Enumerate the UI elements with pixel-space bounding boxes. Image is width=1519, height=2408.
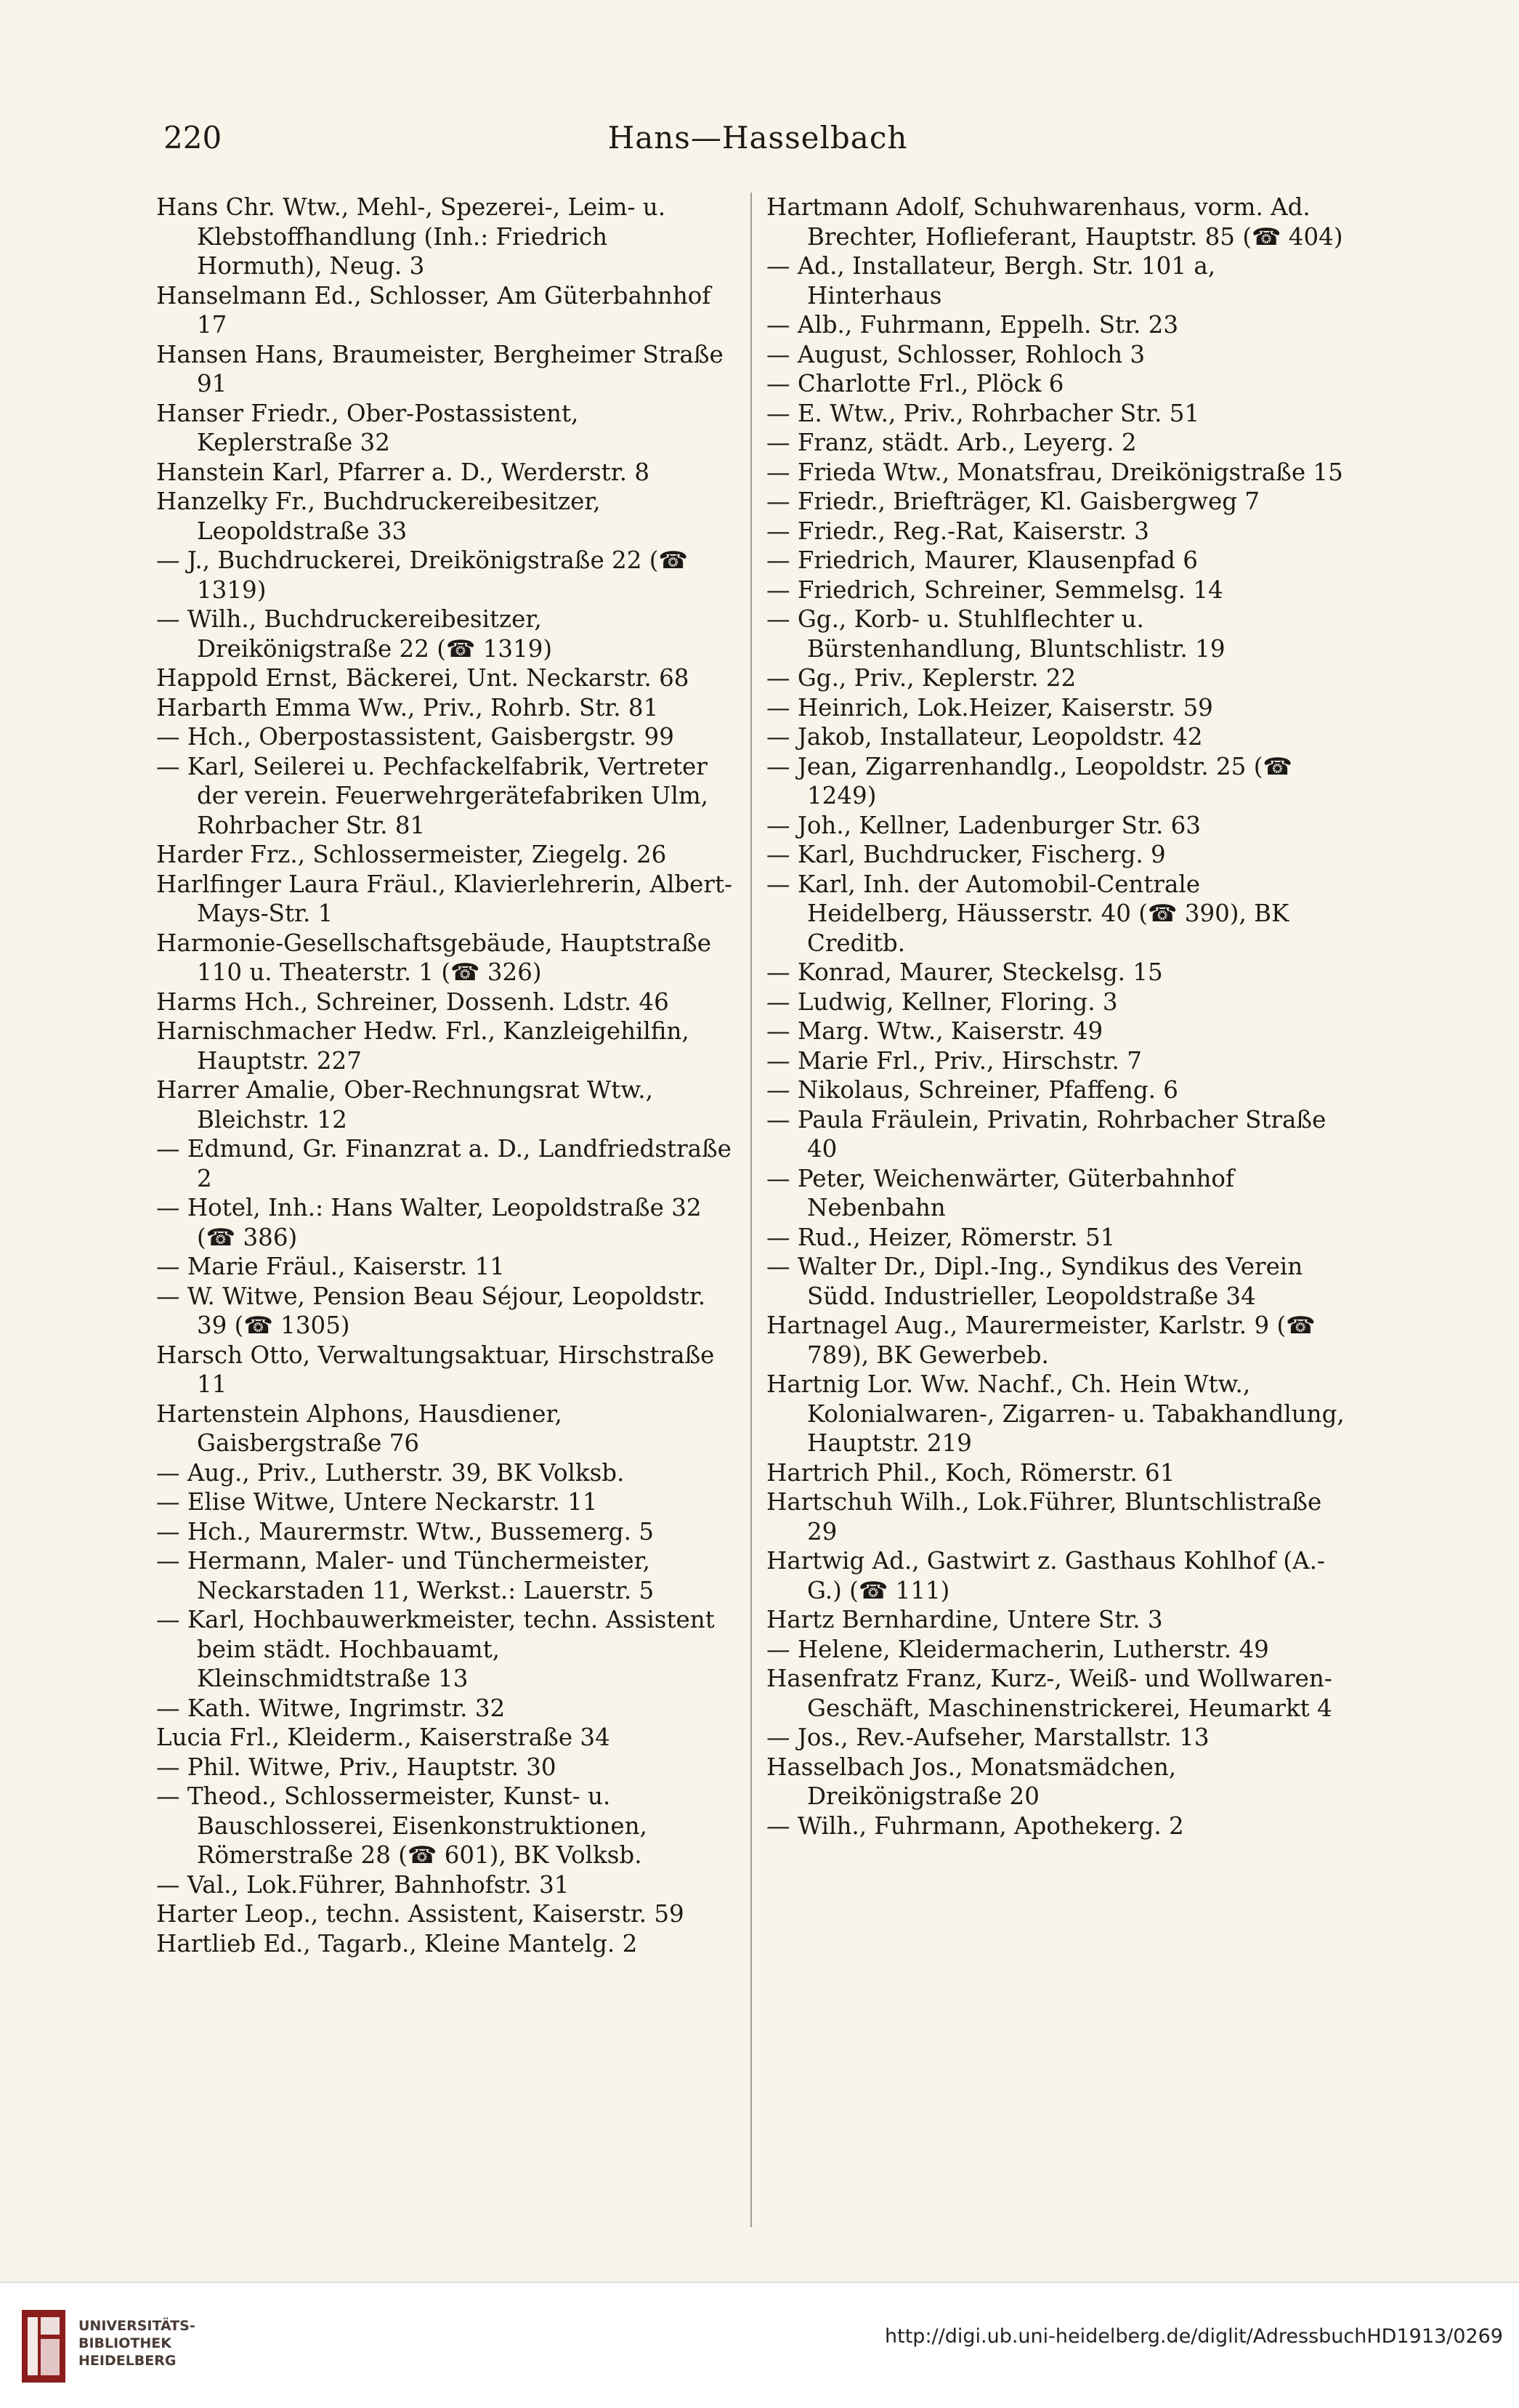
directory-entry: Hanselmann Ed., Schlosser, Am Güterbahnhof 17 bbox=[156, 281, 711, 339]
directory-entry: — W. Witwe, Pension Beau Séjour, Leopoldstr. 39 (☎ 1305) bbox=[156, 1282, 706, 1339]
directory-entry: Harder Frz., Schlossermeister, Ziegelg. 26 bbox=[156, 841, 667, 868]
directory-entry: — Alb., Fuhrmann, Eppelh. Str. 23 bbox=[766, 311, 1179, 339]
directory-entry: — Friedrich, Schreiner, Semmelsg. 14 bbox=[766, 575, 1223, 604]
directory-entry: — Friedrich, Maurer, Klausenpfad 6 bbox=[766, 546, 1198, 574]
directory-entry: — Peter, Weichenwärter, Güterbahnhof Nebenbahn bbox=[766, 1164, 1235, 1221]
directory-entry: Hartschuh Wilh., Lok.Führer, Bluntschlistraße 29 bbox=[766, 1488, 1322, 1546]
directory-entry: Hanser Friedr., Ober-Postassistent, Keplerstraße 32 bbox=[156, 399, 579, 456]
page-header bbox=[163, 120, 1352, 163]
directory-entry: — Gg., Priv., Keplerstr. 22 bbox=[766, 664, 1077, 692]
directory-entry: — Aug., Priv., Lutherstr. 39, BK Volksb. bbox=[156, 1458, 625, 1487]
directory-entry: — Theod., Schlossermeister, Kunst- u. Bauschlosserei, Eisenkonstruktionen, Römerstraße 28 (☎ 601), BK Volksb. bbox=[156, 1782, 647, 1869]
directory-entry: — Jos., Rev.-Aufseher, Marstallstr. 13 bbox=[766, 1724, 1210, 1751]
directory-entry: — Joh., Kellner, Ladenburger Str. 63 bbox=[766, 811, 1201, 839]
running-head: Hans—Hasselbach bbox=[607, 120, 908, 155]
directory-entry: — Ludwig, Kellner, Floring. 3 bbox=[766, 987, 1118, 1016]
directory-entry: — Marie Frl., Priv., Hirschstr. 7 bbox=[766, 1046, 1142, 1075]
directory-entry: Hartnig Lor. Ww. Nachf., Ch. Hein Wtw., Kolonialwaren-, Zigarren- u. Tabakhandlung, Hauptstr. 219 bbox=[766, 1370, 1345, 1457]
directory-entry: Hartmann Adolf, Schuhwarenhaus, vorm. Ad. Brechter, Hoflieferant, Hauptstr. 85 (☎ 404) bbox=[766, 193, 1343, 251]
directory-entry: — Marg. Wtw., Kaiserstr. 49 bbox=[766, 1017, 1103, 1045]
directory-entry: — Karl, Hochbauwerkmeister, techn. Assistent beim städt. Hochbauamt, Kleinschmidtstraße 13 bbox=[156, 1606, 715, 1692]
directory-entry: — Paula Fräulein, Privatin, Rohrbacher Straße 40 bbox=[766, 1105, 1326, 1163]
directory-entry: — Wilh., Fuhrmann, Apothekerg. 2 bbox=[766, 1811, 1184, 1840]
directory-entry: Hasenfratz Franz, Kurz-, Weiß- und Wollwaren-Geschäft, Maschinenstrickerei, Heumarkt 4 bbox=[766, 1665, 1332, 1722]
directory-entry: Hartnagel Aug., Maurermeister, Karlstr. 9 (☎ 789), BK Gewerbeb. bbox=[766, 1312, 1316, 1369]
directory-entry: — Jakob, Installateur, Leopoldstr. 42 bbox=[766, 723, 1203, 751]
directory-entry: — Karl, Seilerei u. Pechfackelfabrik, Vertreter der verein. Feuerwehrgerätefabriken Ulm, Rohrbacher Str. 81 bbox=[156, 752, 708, 839]
directory-entry: Happold Ernst, Bäckerei, Unt. Neckarstr. 68 bbox=[156, 664, 689, 692]
directory-entry: — Walter Dr., Dipl.-Ing., Syndikus des Verein Südd. Industrieller, Leopoldstraße 34 bbox=[766, 1253, 1303, 1310]
directory-entry: Hartenstein Alphons, Hausdiener, Gaisbergstraße 76 bbox=[156, 1399, 562, 1457]
page-number: 220 bbox=[163, 120, 222, 155]
directory-entry: Hartwig Ad., Gastwirt z. Gasthaus Kohlhof (A.-G.) (☎ 111) bbox=[766, 1547, 1325, 1604]
directory-entry: — Kath. Witwe, Ingrimstr. 32 bbox=[156, 1694, 506, 1722]
directory-entry: — Franz, städt. Arb., Leyerg. 2 bbox=[766, 429, 1137, 456]
directory-entry: — Karl, Inh. der Automobil-Centrale Heidelberg, Häusserstr. 40 (☎ 390), BK Creditb. bbox=[766, 870, 1289, 957]
left-column bbox=[156, 193, 737, 1958]
directory-entry: — Edmund, Gr. Finanzrat a. D., Landfriedstraße 2 bbox=[156, 1135, 732, 1192]
directory-entry: Hanstein Karl, Pfarrer a. D., Werderstr. 8 bbox=[156, 458, 650, 486]
directory-entry: — Rud., Heizer, Römerstr. 51 bbox=[766, 1223, 1116, 1251]
directory-entry: Harsch Otto, Verwaltungsaktuar, Hirschstraße 11 bbox=[156, 1341, 715, 1398]
directory-entry: — Konrad, Maurer, Steckelsg. 15 bbox=[766, 958, 1163, 986]
footer-bar bbox=[0, 2282, 1519, 2408]
column-divider bbox=[750, 193, 752, 2227]
directory-entry: Hartz Bernhardine, Untere Str. 3 bbox=[766, 1606, 1163, 1633]
directory-entry: Hansen Hans, Braumeister, Bergheimer Straße 91 bbox=[156, 340, 724, 397]
library-name-line2: BIBLIOTHEK bbox=[78, 2335, 171, 2351]
directory-entry: — E. Wtw., Priv., Rohrbacher Str. 51 bbox=[766, 399, 1200, 427]
directory-entry: Hasselbach Jos., Monatsmädchen, Dreikönigstraße 20 bbox=[766, 1753, 1177, 1810]
directory-entry: Harnischmacher Hedw. Frl., Kanzleigehilfin, Hauptstr. 227 bbox=[156, 1017, 689, 1075]
directory-entry: — Frieda Wtw., Monatsfrau, Dreikönigstraße 15 bbox=[766, 458, 1343, 486]
right-column bbox=[766, 193, 1348, 1841]
directory-entry: — Hermann, Maler- und Tünchermeister, Neckarstaden 11, Werkst.: Lauerstr. 5 bbox=[156, 1547, 655, 1604]
directory-entry: Hartrich Phil., Koch, Römerstr. 61 bbox=[766, 1458, 1175, 1487]
source-url-link[interactable]: http://digi.ub.uni-heidelberg.de/diglit/AdressbuchHD1913/0269 bbox=[885, 2325, 1503, 2348]
directory-entry: — Marie Fräul., Kaiserstr. 11 bbox=[156, 1253, 505, 1280]
directory-entry: Harbarth Emma Ww., Priv., Rohrb. Str. 81 bbox=[156, 693, 659, 722]
library-name-line1: UNIVERSITÄTS- bbox=[78, 2318, 195, 2334]
directory-entry: Harmonie-Gesellschaftsgebäude, Hauptstraße 110 u. Theaterstr. 1 (☎ 326) bbox=[156, 929, 711, 986]
directory-entry: — Charlotte Frl., Plöck 6 bbox=[766, 370, 1064, 397]
library-logo-icon bbox=[22, 2310, 65, 2383]
directory-entry: Hartlieb Ed., Tagarb., Kleine Mantelg. 2 bbox=[156, 1929, 638, 1957]
directory-entry: — Wilh., Buchdruckereibesitzer, Dreikönigstraße 22 (☎ 1319) bbox=[156, 605, 553, 663]
library-logo bbox=[22, 2301, 298, 2392]
directory-entry: Hans Chr. Wtw., Mehl-, Spezerei-, Leim- u. Klebstoffhandlung (Inh.: Friedrich Hormuth), Neug. 3 bbox=[156, 193, 666, 280]
directory-entry: — J., Buchdruckerei, Dreikönigstraße 22 (☎ 1319) bbox=[156, 546, 688, 604]
directory-entry: — Phil. Witwe, Priv., Hauptstr. 30 bbox=[156, 1753, 556, 1781]
directory-entry: — Hch., Oberpostassistent, Gaisbergstr. 99 bbox=[156, 723, 674, 751]
directory-entry: Harlfinger Laura Fräul., Klavierlehrerin, Albert-Mays-Str. 1 bbox=[156, 870, 732, 927]
directory-entry: — Friedr., Briefträger, Kl. Gaisbergweg 7 bbox=[766, 488, 1260, 515]
directory-entry: — Gg., Korb- u. Stuhlflechter u. Bürstenhandlung, Bluntschlistr. 19 bbox=[766, 605, 1226, 663]
directory-entry: — Karl, Buchdrucker, Fischerg. 9 bbox=[766, 841, 1166, 868]
directory-entry: — Hch., Maurermstr. Wtw., Bussemerg. 5 bbox=[156, 1517, 654, 1546]
directory-entry: — Val., Lok.Führer, Bahnhofstr. 31 bbox=[156, 1870, 570, 1899]
directory-entry: — Heinrich, Lok.Heizer, Kaiserstr. 59 bbox=[766, 693, 1213, 722]
directory-entry: — August, Schlosser, Rohloch 3 bbox=[766, 340, 1146, 368]
directory-entry: — Hotel, Inh.: Hans Walter, Leopoldstraße 32 (☎ 386) bbox=[156, 1194, 702, 1251]
directory-entry: — Helene, Kleidermacherin, Lutherstr. 49 bbox=[766, 1635, 1269, 1663]
directory-entry: — Ad., Installateur, Bergh. Str. 101 a, Hinterhaus bbox=[766, 252, 1216, 310]
directory-entry: — Jean, Zigarrenhandlg., Leopoldstr. 25 (☎ 1249) bbox=[766, 752, 1292, 809]
library-name-line3: HEIDELBERG bbox=[78, 2353, 177, 2369]
directory-entry: Hanzelky Fr., Buchdruckereibesitzer, Leopoldstraße 33 bbox=[156, 488, 601, 545]
directory-entry: — Nikolaus, Schreiner, Pfaffeng. 6 bbox=[766, 1076, 1178, 1104]
directory-entry: Harms Hch., Schreiner, Dossenh. Ldstr. 46 bbox=[156, 987, 669, 1016]
directory-entry: Lucia Frl., Kleiderm., Kaiserstraße 34 bbox=[156, 1724, 610, 1751]
directory-entry: — Elise Witwe, Untere Neckarstr. 11 bbox=[156, 1488, 598, 1516]
directory-entry: Harter Leop., techn. Assistent, Kaiserstr. 59 bbox=[156, 1900, 684, 1928]
directory-entry: Harrer Amalie, Ober-Rechnungsrat Wtw., Bleichstr. 12 bbox=[156, 1076, 653, 1134]
directory-entry: — Friedr., Reg.-Rat, Kaiserstr. 3 bbox=[766, 517, 1149, 545]
